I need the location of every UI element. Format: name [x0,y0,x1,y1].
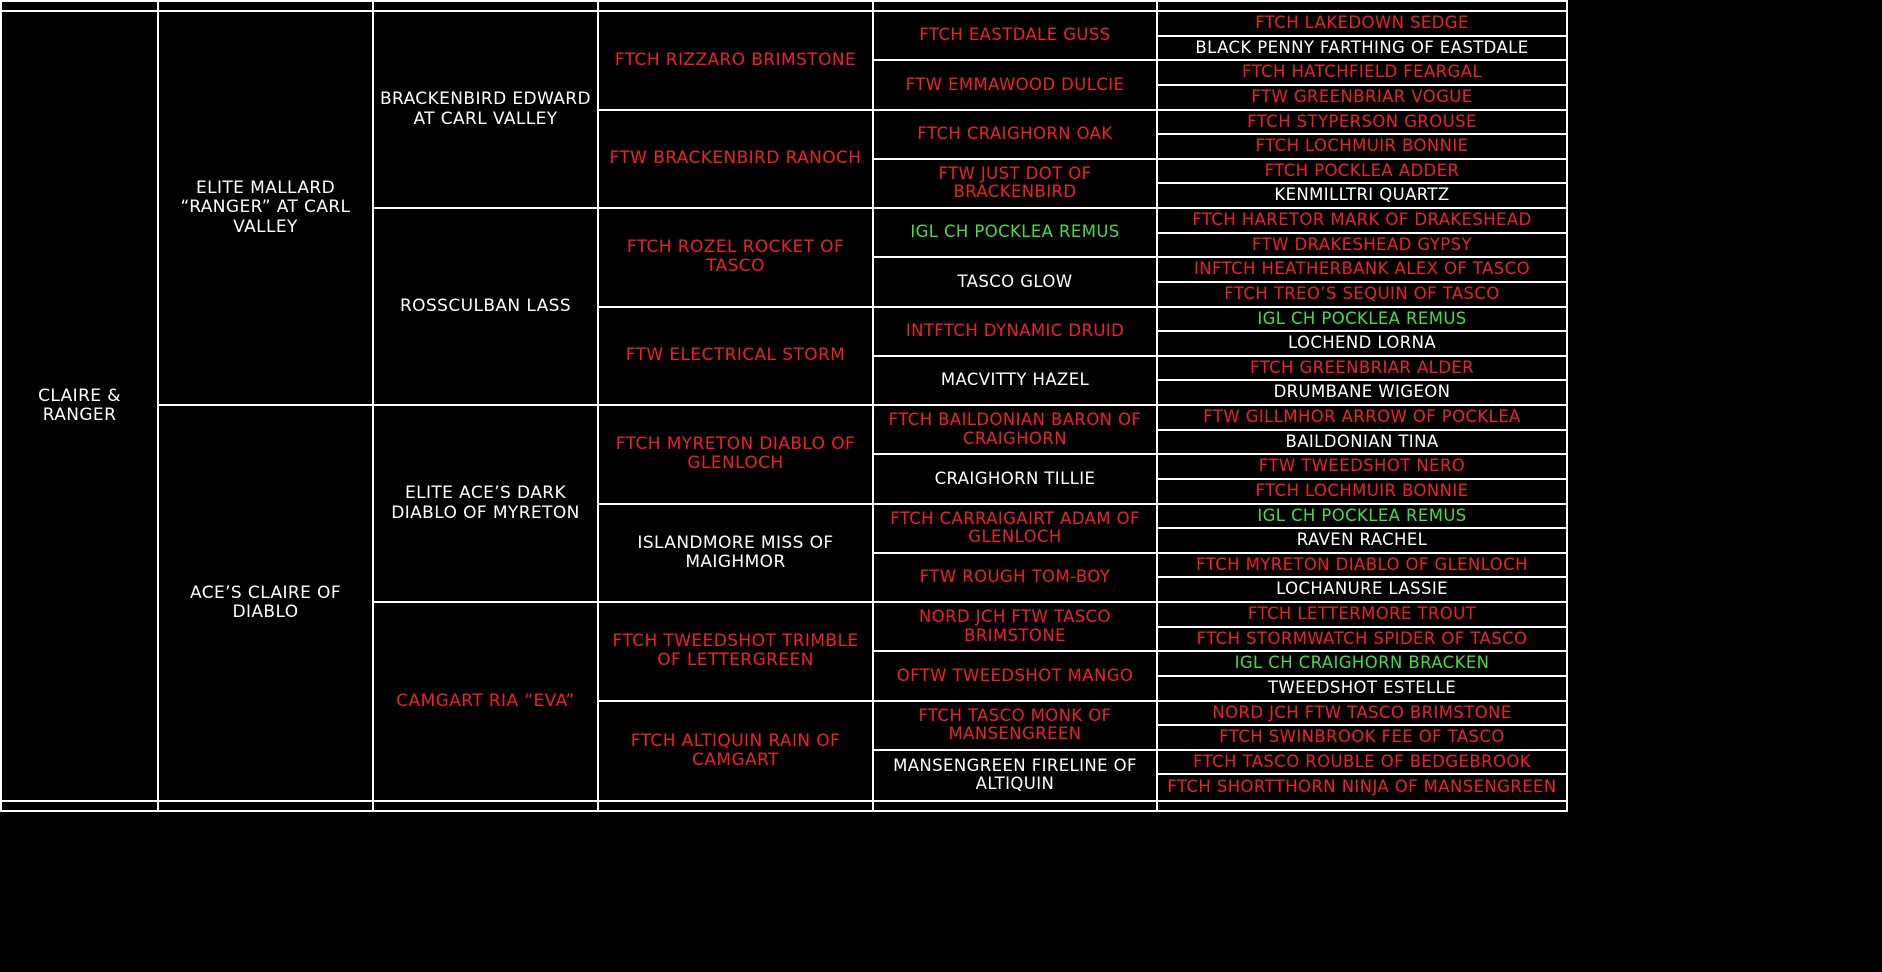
pedigree-cell: LOCHANURE LASSIE [1158,578,1566,603]
pedigree-cell: FTCH CARRAIGAIRT ADAM OF GLENLOCH [874,505,1158,554]
pedigree-cell: IGL CH POCKLEA REMUS [1158,308,1566,333]
grid-padding-bottom [1158,800,1566,810]
pedigree-cell: FTW DRAKESHEAD GYPSY [1158,234,1566,259]
pedigree-cell: FTCH LOCHMUIR BONNIE [1158,135,1566,160]
grid-padding-top [2,2,159,12]
pedigree-cell: KENMILLTRI QUARTZ [1158,184,1566,209]
pedigree-cell: MANSENGREEN FIRELINE OF ALTIQUIN [874,751,1158,800]
pedigree-cell: INFTCH HEATHERBANK ALEX OF TASCO [1158,258,1566,283]
pedigree-cell: FTCH TWEEDSHOT TRIMBLE OF LETTERGREEN [599,603,874,702]
pedigree-cell: FTCH LETTERMORE TROUT [1158,603,1566,628]
pedigree-cell: ACE’S CLAIRE OF DIABLO [159,406,374,800]
pedigree-cell: FTCH BAILDONIAN BARON OF CRAIGHORN [874,406,1158,455]
generation-column-0 [2,2,159,810]
pedigree-cell: FTCH MYRETON DIABLO OF GLENLOCH [1158,554,1566,579]
pedigree-cell: FTCH ALTIQUIN RAIN OF CAMGART [599,702,874,801]
pedigree-cell: NORD JCH FTW TASCO BRIMSTONE [874,603,1158,652]
pedigree-cell: TWEEDSHOT ESTELLE [1158,677,1566,702]
pedigree-cell: FTW JUST DOT OF BRACKENBIRD [874,160,1158,209]
pedigree-cell: FTCH LAKEDOWN SEDGE [1158,12,1566,37]
pedigree-cell: BLACK PENNY FARTHING OF EASTDALE [1158,37,1566,62]
pedigree-cell: ROSSCULBAN LASS [374,209,599,406]
pedigree-cell: ELITE MALLARD “RANGER” AT CARL VALLEY [159,12,374,406]
pedigree-cell: CRAIGHORN TILLIE [874,455,1158,504]
pedigree-cell: OFTW TWEEDSHOT MANGO [874,652,1158,701]
grid-padding-bottom [2,800,159,810]
pedigree-cell: NORD JCH FTW TASCO BRIMSTONE [1158,702,1566,727]
pedigree-cell: FTCH ROZEL ROCKET OF TASCO [599,209,874,308]
pedigree-cell: IGL CH POCKLEA REMUS [874,209,1158,258]
pedigree-cell: FTW EMMAWOOD DULCIE [874,61,1158,110]
pedigree-cell: RAVEN RACHEL [1158,529,1566,554]
pedigree-cell: FTCH POCKLEA ADDER [1158,160,1566,185]
grid-padding-bottom [374,800,599,810]
grid-padding-bottom [159,800,374,810]
pedigree-cell: FTCH LOCHMUIR BONNIE [1158,480,1566,505]
pedigree-cell: FTCH GREENBRIAR ALDER [1158,357,1566,382]
pedigree-cell: CAMGART RIA “EVA” [374,603,599,800]
pedigree-cell: FTCH HARETOR MARK OF DRAKESHEAD [1158,209,1566,234]
grid-padding-bottom [874,800,1158,810]
pedigree-cell: FTCH TASCO ROUBLE OF BEDGEBROOK [1158,751,1566,776]
pedigree-cell: INTFTCH DYNAMIC DRUID [874,308,1158,357]
pedigree-cell: FTCH HATCHFIELD FEARGAL [1158,61,1566,86]
generation-column-2 [374,2,599,810]
pedigree-cell: ELITE ACE’S DARK DIABLO OF MYRETON [374,406,599,603]
pedigree-cell: FTW ELECTRICAL STORM [599,308,874,407]
pedigree-cell: FTW BRACKENBIRD RANOCH [599,111,874,210]
pedigree-cell: FTW TWEEDSHOT NERO [1158,455,1566,480]
grid-padding-top [1158,2,1566,12]
pedigree-cell: FTCH SHORTTHORN NINJA OF MANSENGREEN [1167,777,1557,797]
pedigree-cell: FTW GILLMHOR ARROW OF POCKLEA [1158,406,1566,431]
pedigree-cell: MACVITTY HAZEL [874,357,1158,406]
generation-column-3 [599,2,874,810]
pedigree-cell: FTW GREENBRIAR VOGUE [1158,86,1566,111]
pedigree-cell: FTCH TREO’S SEQUIN OF TASCO [1158,283,1566,308]
pedigree-cell: FTCH SWINBROOK FEE OF TASCO [1158,726,1566,751]
generation-column-5 [1158,2,1566,810]
pedigree-cell: IGL CH POCKLEA REMUS [1158,505,1566,530]
grid-padding-bottom [599,800,874,810]
pedigree-cell: IGL CH CRAIGHORN BRACKEN [1158,652,1566,677]
pedigree-cell: TASCO GLOW [874,258,1158,307]
generation-column-1 [159,2,374,810]
grid-padding-top [599,2,874,12]
grid-padding-top [159,2,374,12]
generation-column-4 [874,2,1158,810]
pedigree-cell: FTCH STORMWATCH SPIDER OF TASCO [1158,628,1566,653]
pedigree-cell: ISLANDMORE MISS OF MAIGHMOR [599,505,874,604]
pedigree-cell: FTCH EASTDALE GUSS [874,12,1158,61]
pedigree-cell: BRACKENBIRD EDWARD AT CARL VALLEY [374,12,599,209]
pedigree-cell: CLAIRE & RANGER [2,12,159,800]
pedigree-cell: FTCH MYRETON DIABLO OF GLENLOCH [599,406,874,505]
pedigree-cell: DRUMBANE WIGEON [1158,381,1566,406]
pedigree-cell: BAILDONIAN TINA [1158,431,1566,456]
grid-padding-top [874,2,1158,12]
pedigree-cell: FTW ROUGH TOM-BOY [874,554,1158,603]
grid-padding-top [374,2,599,12]
pedigree-cell: FTCH STYPERSON GROUSE [1158,111,1566,136]
pedigree-cell: FTCH CRAIGHORN OAK [874,111,1158,160]
pedigree-cell: FTCH TASCO MONK OF MANSENGREEN [874,702,1158,751]
pedigree-cell: FTCH RIZZARO BRIMSTONE [599,12,874,111]
pedigree-cell: LOCHEND LORNA [1158,332,1566,357]
